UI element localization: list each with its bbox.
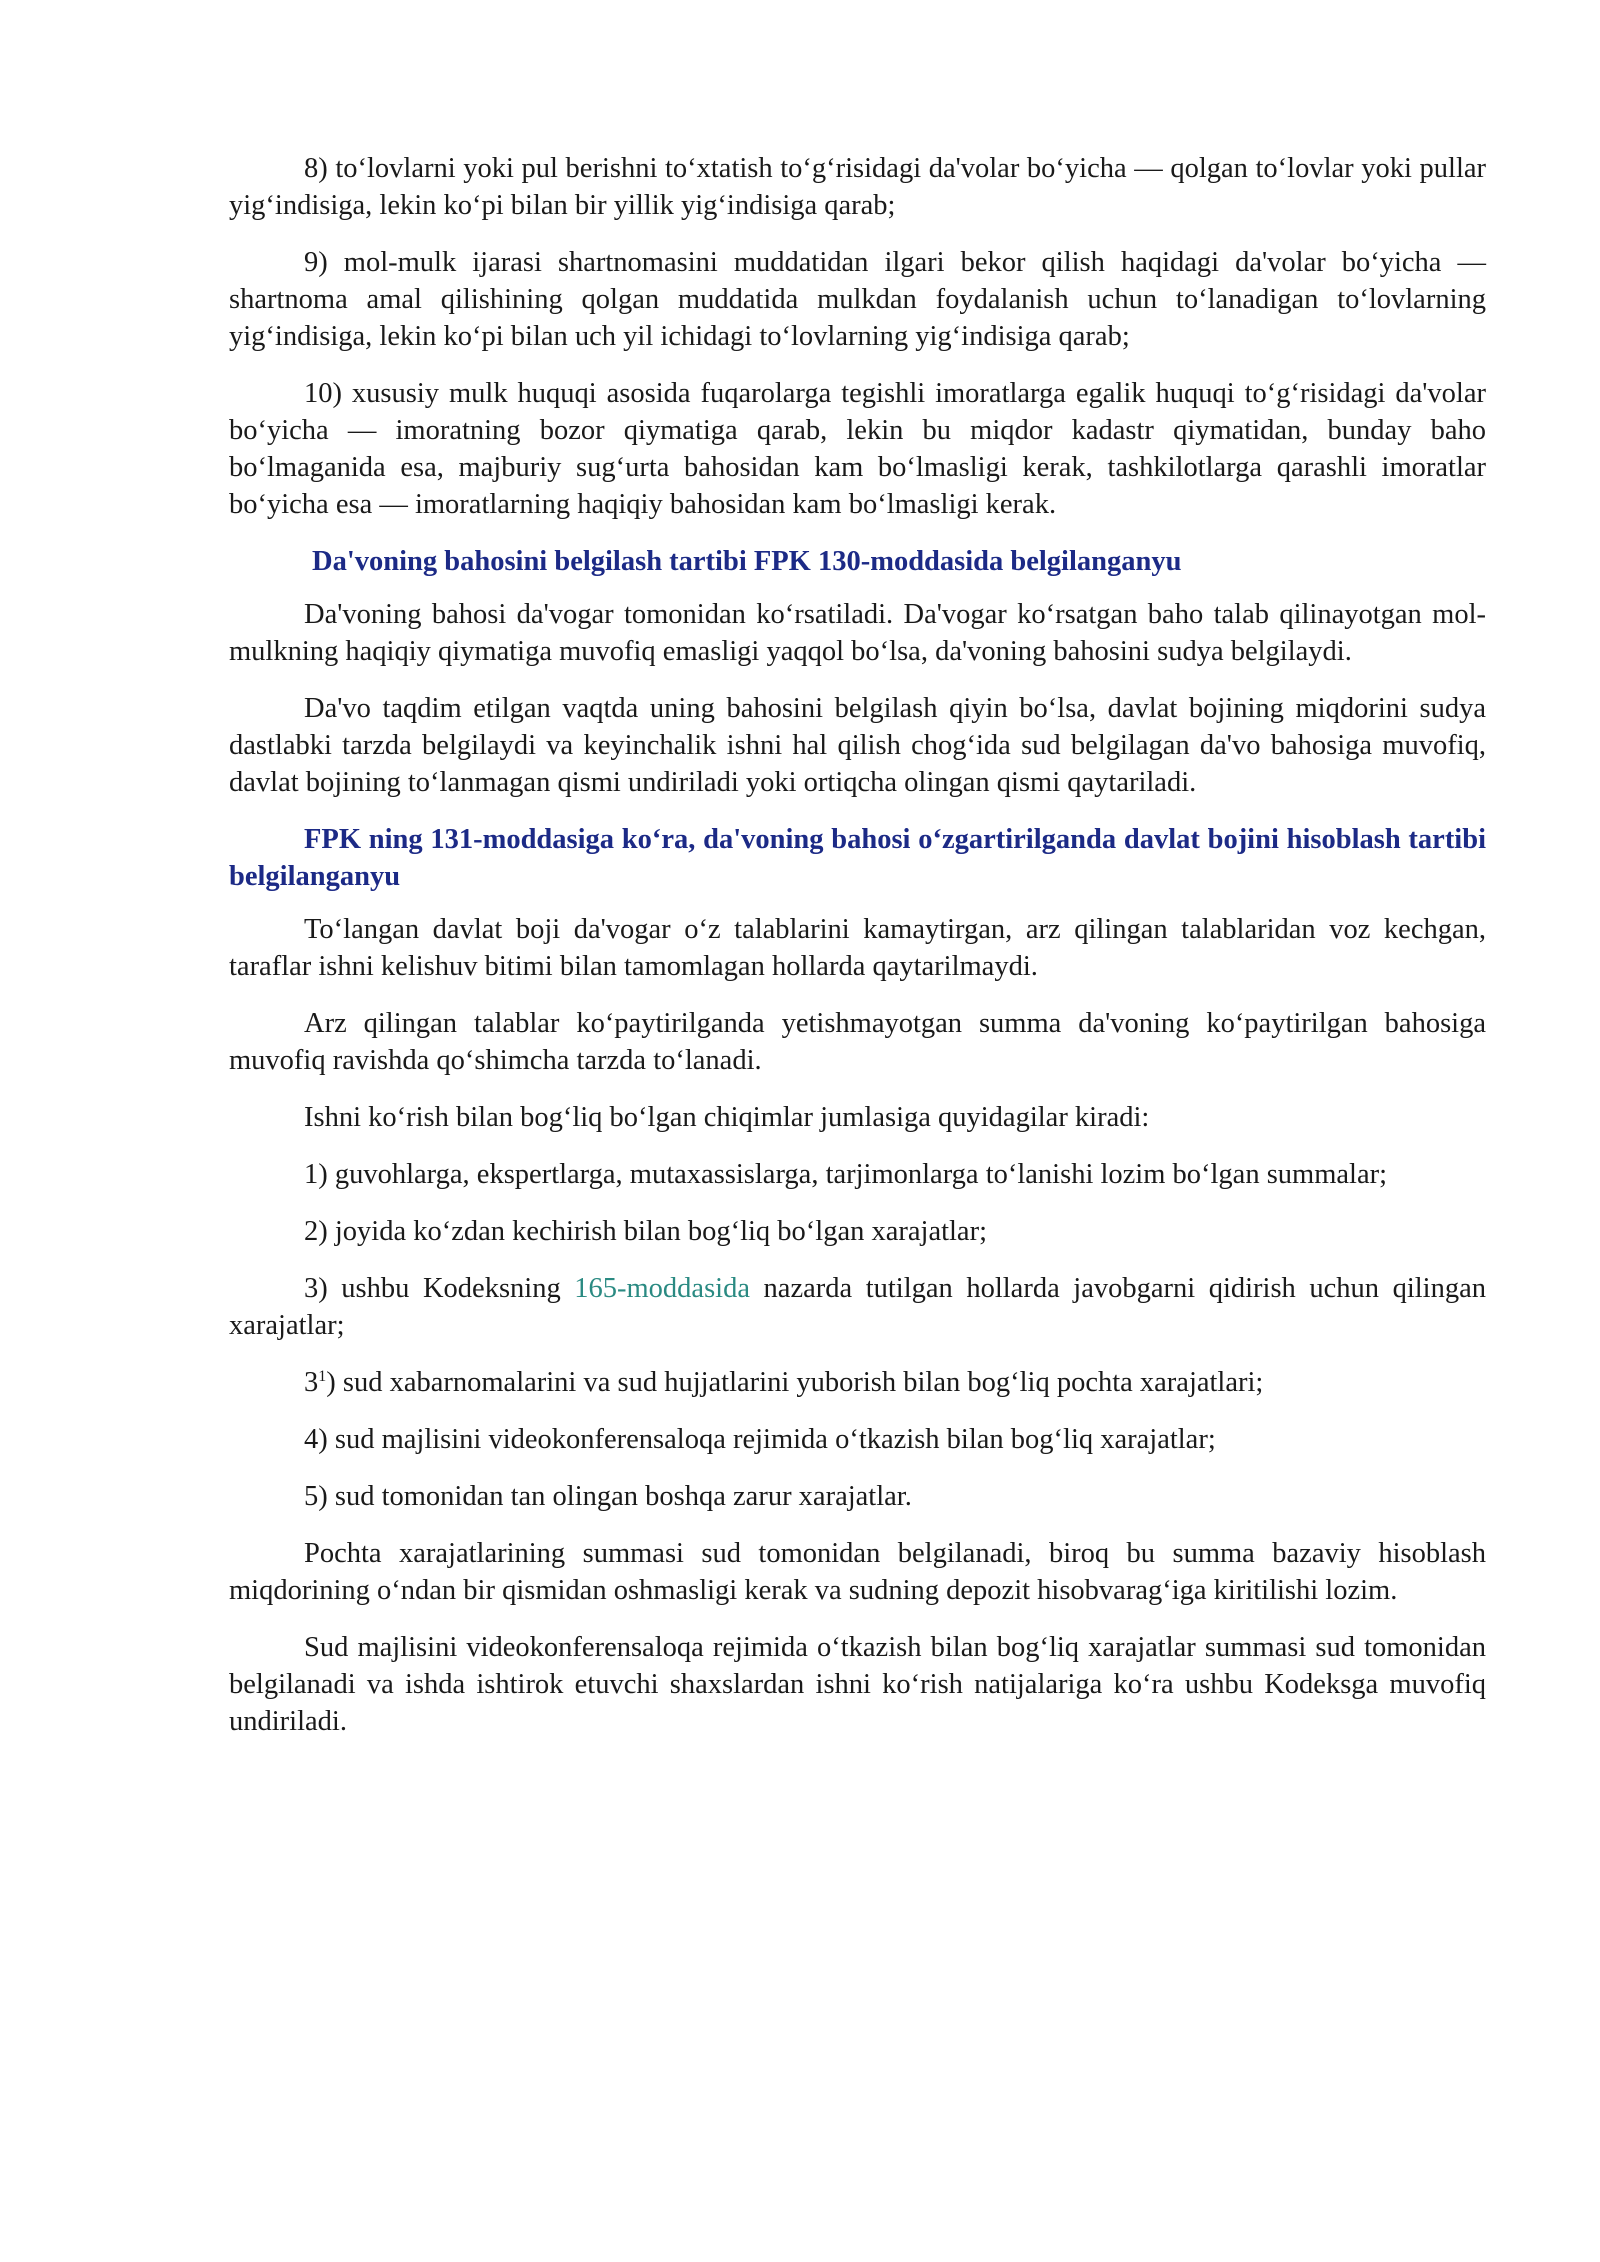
expense-3-1-number: 3	[304, 1367, 319, 1398]
paragraph-postal-expenses: Pochta xarajatlarining summasi sud tomonidan belgilanadi, biroq bu summa bazaviy hisoblash miqdorining o‘ndan bir qismidan oshmasligi kerak va sudning depozit hisobvarag‘iga kiritilishi lozim.	[229, 1538, 1486, 1606]
paragraph-item-8: 8) to‘lovlarni yoki pul berishni to‘xtatish to‘g‘risidagi da'volar bo‘yicha — qolgan to‘lovlar yoki pullar yig‘indisiga, lekin ko‘pi bilan bir yillik yig‘indisiga qarab;	[229, 153, 1486, 221]
list-item-expense-2: 2) joyida ko‘zdan kechirish bilan bog‘liq bo‘lgan xarajatlar;	[304, 1216, 987, 1247]
expense-3-text-before: 3) ushbu Kodeksning	[304, 1273, 575, 1304]
list-item-expense-1: 1) guvohlarga, ekspertlarga, mutaxassislarga, tarjimonlarga to‘lanishi lozim bo‘lgan summalar;	[304, 1159, 1387, 1190]
expense-3-1-text: ) sud xabarnomalarini va sud hujjatlarini yuborish bilan bog‘liq pochta xarajatlari;	[326, 1367, 1264, 1398]
list-item-expense-3-1	[229, 1364, 1486, 1401]
paragraph-state-fee-determination: Da'vo taqdim etilgan vaqtda uning bahosini belgilash qiyin bo‘lsa, davlat bojining miqdorini sudya dastlabki tarzda belgilaydi va keyinchalik ishni hal qilish chog‘ida sud belgilagan da'vo bahosiga muvofiq, davlat bojining to‘lanmagan qismi undiriladi yoki ortiqcha olingan qismi qaytariladi.	[229, 693, 1486, 798]
list-item-expense-3	[229, 1270, 1486, 1344]
paragraph-claim-value: Da'voning bahosi da'vogar tomonidan ko‘rsatiladi. Da'vogar ko‘rsatgan baho talab qilinayotgan mol-mulkning haqiqiy qiymatiga muvofiq emasligi yaqqol bo‘lsa, da'voning bahosini sudya belgilaydi.	[229, 599, 1486, 667]
paragraph-additional-payment: Arz qilingan talablar ko‘paytirilganda yetishmayotgan summa da'voning ko‘paytirilgan bahosiga muvofiq ravishda qo‘shimcha tarzda to‘lanadi.	[229, 1008, 1486, 1076]
paragraph-item-10: 10) xususiy mulk huquqi asosida fuqarolarga tegishli imoratlarga egalik huquqi to‘g‘risidagi da'volar bo‘yicha — imoratning bozor qiymatiga qarab, lekin bu miqdor kadastr qiymatidan, bunday baho bo‘lmaganida esa, majburiy sug‘urta bahosidan kam bo‘lmasligi kerak, tashkilotlarga qarashli imoratlar bo‘yicha esa — imoratlarning haqiqiy bahosidan kam bo‘lmasligi kerak.	[229, 378, 1486, 520]
list-item-expense-4: 4) sud majlisini videokonferensaloqa rejimida o‘tkazish bilan bog‘liq xarajatlar;	[304, 1424, 1216, 1455]
article-165-link[interactable]: 165-moddasida	[574, 1273, 750, 1304]
paragraph-item-9: 9) mol-mulk ijarasi shartnomasini muddatidan ilgari bekor qilish haqidagi da'volar bo‘yicha — shartnoma amal qilishining qolgan muddatida mulkdan foydalanish uchun to‘lanadigan to‘lovlarning yig‘indisiga, lekin ko‘pi bilan uch yil ichidagi to‘lovlarning yig‘indisiga qarab;	[229, 247, 1486, 352]
section-heading-article-131: FPK ning 131-moddasiga ko‘ra, da'voning bahosi o‘zgartirilganda davlat bojini hisoblash tartibi belgilanganyu	[229, 824, 1486, 892]
expense-3-text-after: nazarda tutilgan hollarda javobgarni qidirish uchun qilingan xarajatlar;	[229, 1273, 1486, 1341]
section-heading-article-130: Da'voning bahosini belgilash tartibi FPK 130-moddasida belgilanganyu	[312, 546, 1182, 577]
list-item-expense-5: 5) sud tomonidan tan olingan boshqa zarur xarajatlar.	[304, 1481, 912, 1512]
document-page	[229, 150, 1486, 1760]
paragraph-fee-not-returned: To‘langan davlat boji da'vogar o‘z talablarini kamaytirgan, arz qilingan talablaridan voz kechgan, taraflar ishni kelishuv bitimi bilan tamomlagan hollarda qaytarilmaydi.	[229, 914, 1486, 982]
paragraph-expenses-intro: Ishni ko‘rish bilan bog‘liq bo‘lgan chiqimlar jumlasiga quyidagilar kiradi:	[304, 1102, 1150, 1133]
superscript-marker: 1	[318, 1368, 327, 1385]
paragraph-video-conference-expenses: Sud majlisini videokonferensaloqa rejimida o‘tkazish bilan bog‘liq xarajatlar summasi sud tomonidan belgilanadi va ishda ishtirok etuvchi shaxslardan ishni ko‘rish natijalariga ko‘ra ushbu Kodeksga muvofiq undiriladi.	[229, 1632, 1486, 1737]
